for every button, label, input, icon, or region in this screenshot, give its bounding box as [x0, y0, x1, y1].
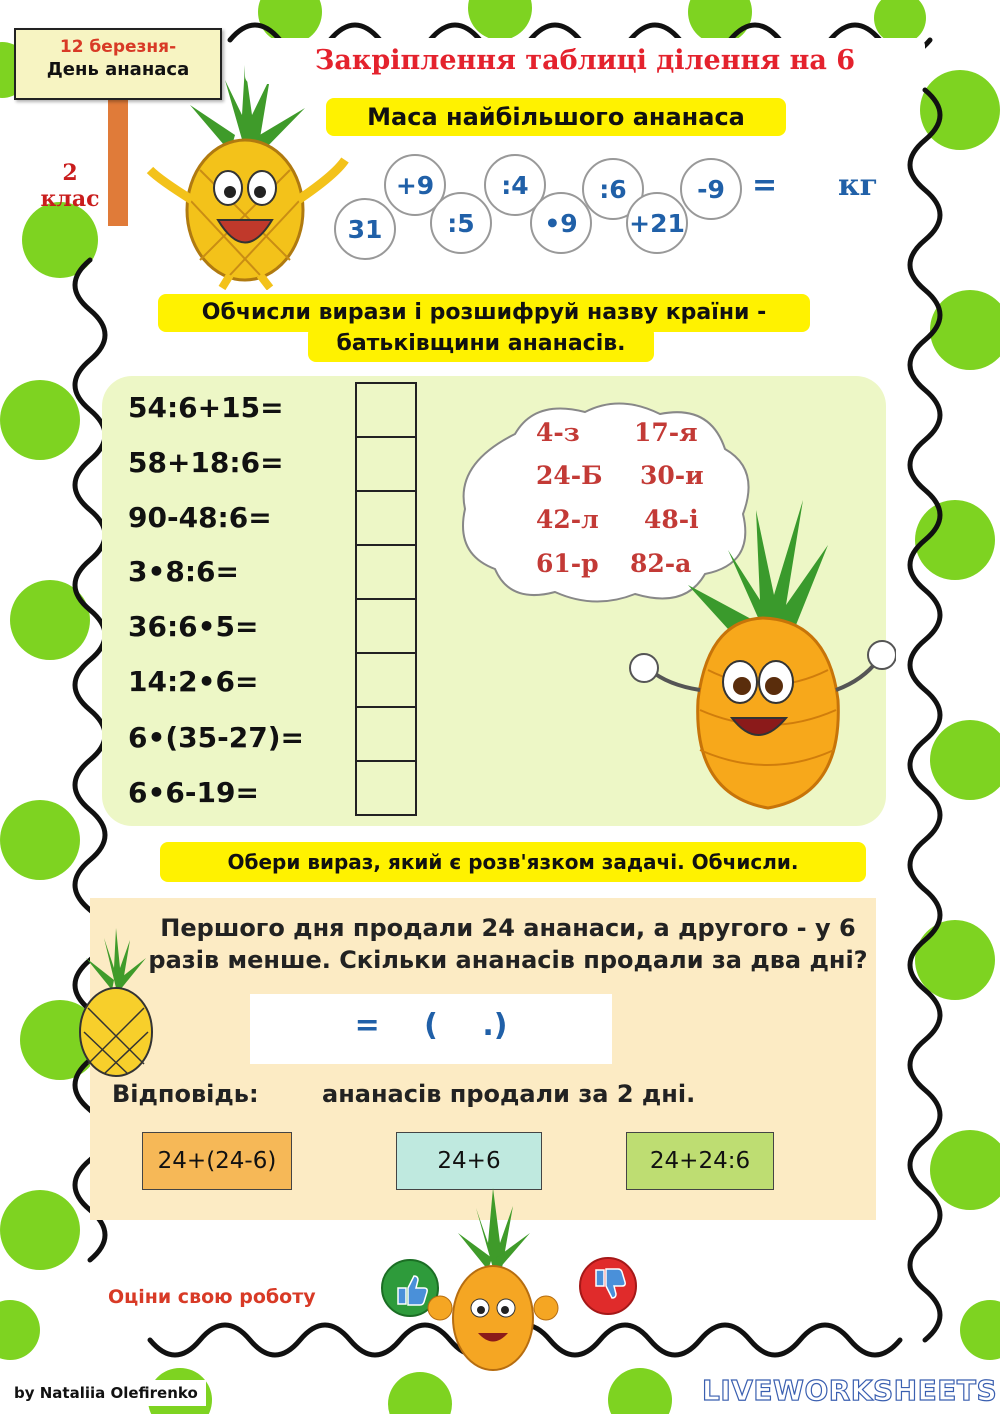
key-b: 24-Б — [536, 461, 603, 490]
key-r: 61-р — [536, 549, 599, 578]
page-title: Закріплення таблиці ділення на 6 — [245, 38, 925, 84]
key-i: 48-і — [644, 505, 699, 534]
key-z: 4-з — [536, 418, 580, 447]
chain-op-6: +21 — [626, 192, 688, 254]
mass-unit: кг — [838, 168, 879, 203]
option-1-button[interactable]: 24+(24-6) — [142, 1132, 292, 1190]
letter-input-7[interactable] — [355, 706, 417, 762]
grade-number: 2 — [62, 160, 78, 186]
expression-1: 54:6+15= — [128, 391, 284, 424]
key-a: 82-а — [630, 549, 692, 578]
task2-heading-line2: батьківщини ананасів. — [308, 326, 654, 362]
chain-start: 31 — [334, 198, 396, 260]
letter-input-5[interactable] — [355, 598, 417, 654]
thumbs-pineapple-icon — [418, 1188, 568, 1388]
problem-line-2: разів менше. Скільки ананасів продали за два дні? — [148, 946, 868, 974]
letter-input-3[interactable] — [355, 490, 417, 546]
author-credit: by Nataliia Olefirenko — [6, 1380, 206, 1406]
chain-equals: = — [752, 168, 778, 203]
badge-date: 12 березня- — [59, 37, 177, 57]
letter-input-6[interactable] — [355, 652, 417, 708]
chain-op-1: +9 — [384, 154, 446, 216]
problem-line-1: Першого дня продали 24 ананаси, а другого - у 6 — [160, 914, 856, 942]
expression-2: 58+18:6= — [128, 446, 284, 479]
key-l: 42-л — [536, 505, 599, 534]
pineapple-character-icon — [628, 490, 896, 816]
chain-op-7: -9 — [680, 158, 742, 220]
grade-word: клас — [40, 186, 100, 212]
chain-op-2: :5 — [430, 192, 492, 254]
expression-6: 14:2•6= — [128, 665, 259, 698]
liveworksheets-logo[interactable]: LIVEWORKSHEETS — [702, 1374, 998, 1407]
expression-7: 6•(35-27)= — [128, 721, 304, 754]
answer-sentence: ананасів продали за 2 дні. — [322, 1080, 696, 1108]
expression-5: 36:6•5= — [128, 610, 259, 643]
answer-label: Відповідь: — [112, 1080, 259, 1108]
pineapple-mascot-icon — [130, 60, 360, 290]
chain-op-4: •9 — [530, 192, 592, 254]
letter-input-8[interactable] — [355, 760, 417, 816]
expression-8: 6•6-19= — [128, 776, 259, 809]
letter-input-1[interactable] — [355, 382, 417, 438]
chain-op-3: :4 — [484, 154, 546, 216]
thumbs-down-icon[interactable] — [578, 1256, 638, 1316]
badge-caption: День ананаса — [46, 59, 190, 80]
expression-3: 90-48:6= — [128, 501, 272, 534]
task1-heading: Маса найбільшого ананаса — [326, 98, 786, 136]
word-problem — [148, 912, 868, 976]
option-3-button[interactable]: 24+24:6 — [626, 1132, 774, 1190]
key-ya: 17-я — [634, 418, 698, 447]
answer-template: = ( .) — [354, 1008, 508, 1043]
grade-label — [28, 160, 112, 212]
rate-your-work-label: Оціни свою роботу — [108, 1286, 316, 1308]
task3-heading: Обери вираз, який є розв'язком задачі. Обчисли. — [160, 842, 866, 882]
task2-heading-line1: Обчисли вирази і розшифруй назву країни - — [158, 294, 810, 332]
chain-op-5: :6 — [582, 158, 644, 220]
small-pineapple-icon — [76, 928, 156, 1078]
option-2-button[interactable]: 24+6 — [396, 1132, 542, 1190]
key-y: 30-и — [640, 461, 704, 490]
expression-4: 3•8:6= — [128, 555, 240, 588]
letter-input-4[interactable] — [355, 544, 417, 600]
letter-input-2[interactable] — [355, 436, 417, 492]
